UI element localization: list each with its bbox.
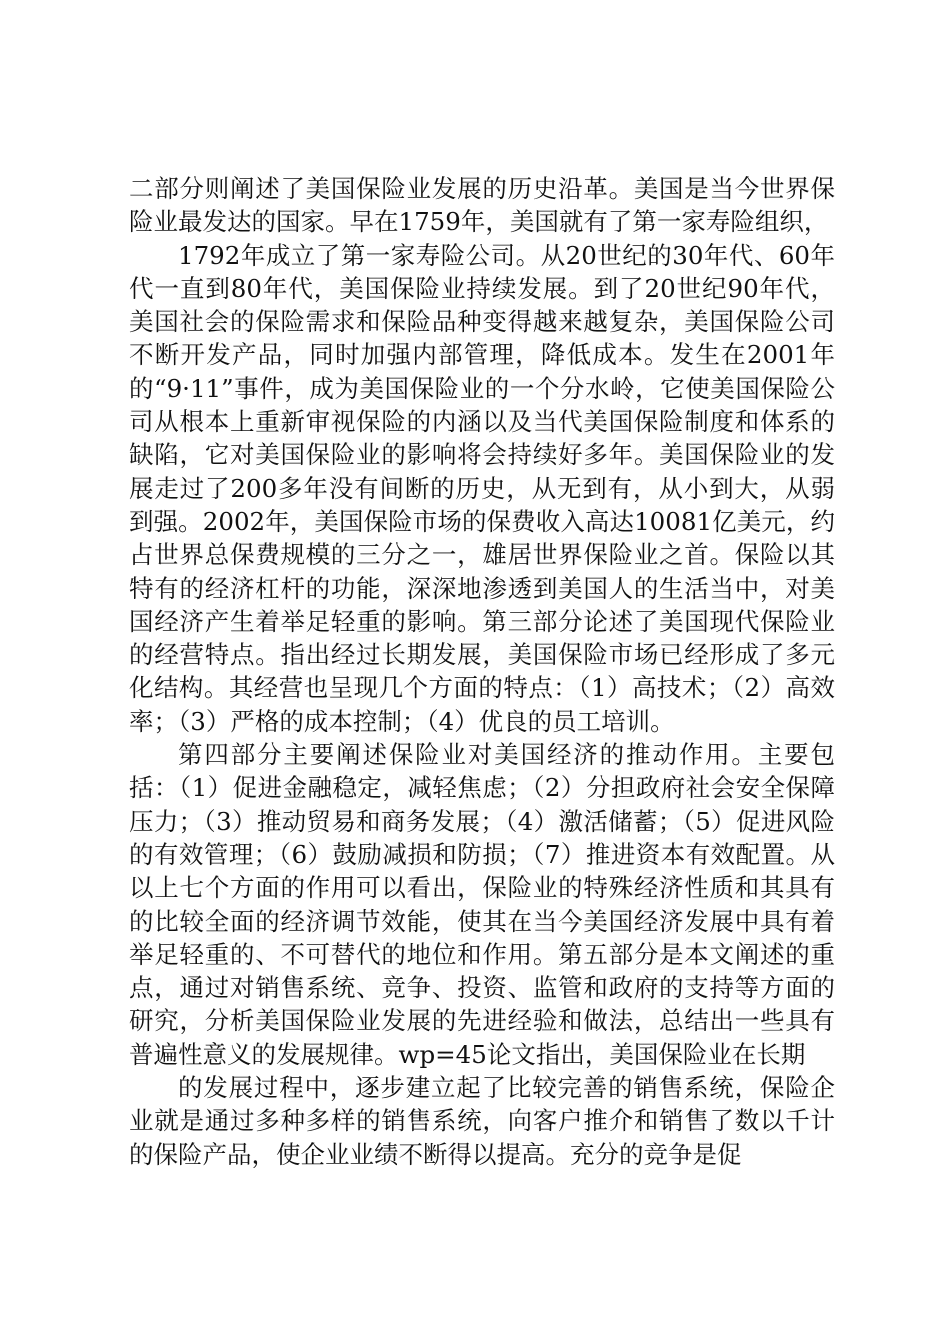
paragraph-4: 的发展过程中，逐步建立起了比较完善的销售系统，保险企业就是通过多种多样的销售系统，向客户推介和销售了数以千计的保险产品，使企业业绩不断得以提高。充分的竞争是促: [129, 1073, 835, 1169]
paragraph-3: 第四部分主要阐述保险业对美国经济的推动作用。主要包括：（1）促进金融稳定，减轻焦虑；（2）分担政府社会安全保障压力；（3）推动贸易和商务发展；（4）激活储蓄；（5）促进风险的有效管理；（6）鼓励减损和防损；（7）推进资本有效配置。从以上七个方面的作用可以看出，保险业的特殊经济性质和其具有的比较全面的经济调节效能，使其在当今美国经济发展中具有着举足轻重的、不可替代的地位和作用。第五部分是本文阐述的重点，通过对销售系统、竞争、投资、监管和政府的支持等方面的研究，分析美国保险业发展的先进经验和做法，总结出一些具有普遍性意义的发展规律。wp=45论文指出，美国保险业在长期: [129, 740, 835, 1069]
document-body: [129, 172, 835, 1171]
paragraph-2: 1792年成立了第一家寿险公司。从20世纪的30年代、60年代一直到80年代，美国保险业持续发展。到了20世纪90年代，美国社会的保险需求和保险品种变得越来越复杂，美国保险公司不断开发产品，同时加强内部管理，降低成本。发生在2001年的“9·11”事件，成为美国保险业的一个分水岭，它使美国保险公司从根本上重新审视保险的内涵以及当代美国保险制度和体系的缺陷，它对美国保险业的影响将会持续好多年。美国保险业的发展走过了200多年没有间断的历史，从无到有，从小到大，从弱到强。2002年，美国保险市场的保费收入高达10081亿美元，约占世界总保费规模的三分之一，雄居世界保险业之首。保险以其特有的经济杠杆的功能，深深地渗透到美国人的生活当中，对美国经济产生着举足轻重的影响。第三部分论述了美国现代保险业的经营特点。指出经过长期发展，美国保险市场已经形成了多元化结构。其经营也呈现几个方面的特点：（1）高技术；（2）高效率；（3）严格的成本控制；（4）优良的员工培训。: [129, 240, 835, 736]
paragraph-1: 二部分则阐述了美国保险业发展的历史沿革。美国是当今世界保险业最发达的国家。早在1759年，美国就有了第一家寿险组织，: [129, 174, 835, 237]
